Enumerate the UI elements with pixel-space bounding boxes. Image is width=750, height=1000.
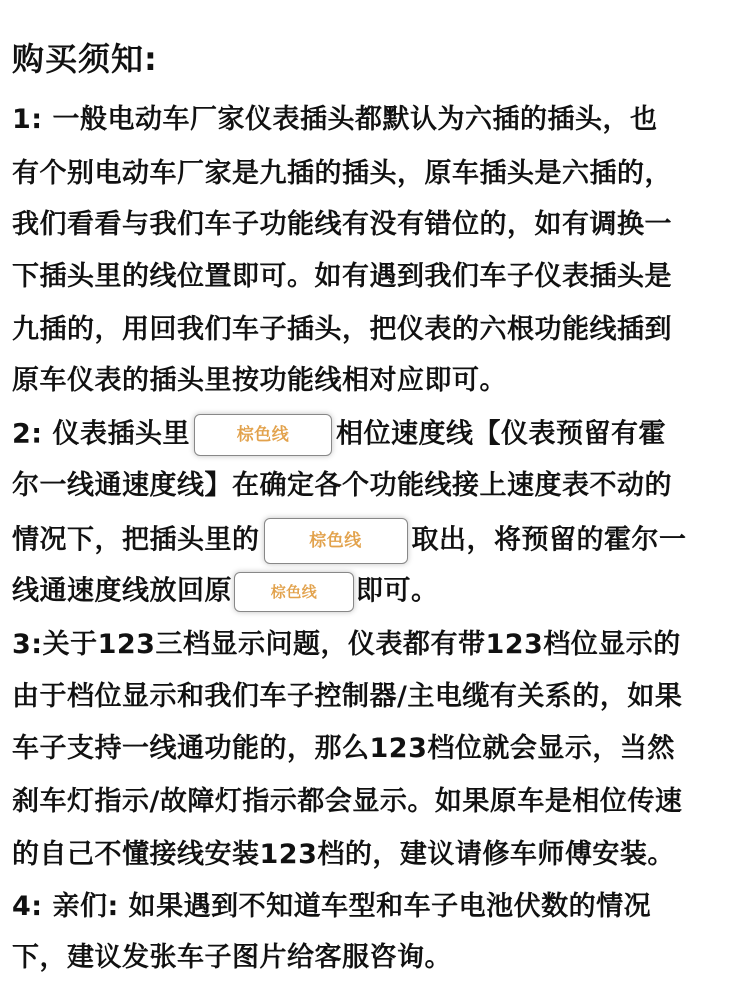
section1-line-3: 我们看看与我们车子功能线有没有错位的，如有调换一 <box>12 209 672 240</box>
section2-line-3-pre: 情况下，把插头里的 <box>12 524 260 556</box>
section3-line-2: 由于档位显示和我们车子控制器/主电缆有关系的，如果 <box>12 681 683 712</box>
section2-line-3 <box>12 518 687 564</box>
section4-line-2: 下，建议发张车子图片给客服咨询。 <box>12 942 452 973</box>
brown-wire-tag-3: 棕色线 <box>234 572 354 612</box>
brown-wire-tag-1: 棕色线 <box>194 414 332 456</box>
brown-wire-tag-2: 棕色线 <box>264 518 408 564</box>
notice-title: 购买须知: <box>12 40 158 78</box>
section3-line-5: 的自己不懂接线安装123档的，建议请修车师傅安装。 <box>12 839 675 870</box>
section2-line-2: 尔一线通速度线】在确定各个功能线接上速度表不动的 <box>12 470 672 501</box>
section1-line-4: 下插头里的线位置即可。如有遇到我们车子仪表插头是 <box>12 261 672 292</box>
section2-line-1 <box>12 414 666 456</box>
section2-line-4 <box>12 572 439 612</box>
section1-line-6: 原车仪表的插头里按功能线相对应即可。 <box>12 365 507 396</box>
section2-line-4-post: 即可。 <box>356 575 439 607</box>
section2-line-1-post: 相位速度线【仪表预留有霍 <box>335 418 666 450</box>
section2-line-4-pre: 线通速度线放回原 <box>12 575 232 607</box>
section4-line-1: 4: 亲们: 如果遇到不知道车型和车子电池伏数的情况 <box>12 891 652 922</box>
section2-line-3-post: 取出，将预留的霍尔一 <box>411 524 687 556</box>
section1-line-2: 有个别电动车厂家是九插的插头，原车插头是六插的， <box>12 158 672 189</box>
section1-line-5: 九插的，用回我们车子插头，把仪表的六根功能线插到 <box>12 314 672 345</box>
section3-line-3: 车子支持一线通功能的，那么123档位就会显示，当然 <box>12 733 675 764</box>
section1-line-1: 1: 一般电动车厂家仪表插头都默认为六插的插头，也 <box>12 104 658 135</box>
section3-line-1: 3:关于123三档显示问题，仪表都有带123档位显示的 <box>12 629 681 660</box>
section3-line-4: 刹车灯指示/故障灯指示都会显示。如果原车是相位传速 <box>12 786 683 817</box>
section2-line-1-pre: 2: 仪表插头里 <box>12 418 190 450</box>
